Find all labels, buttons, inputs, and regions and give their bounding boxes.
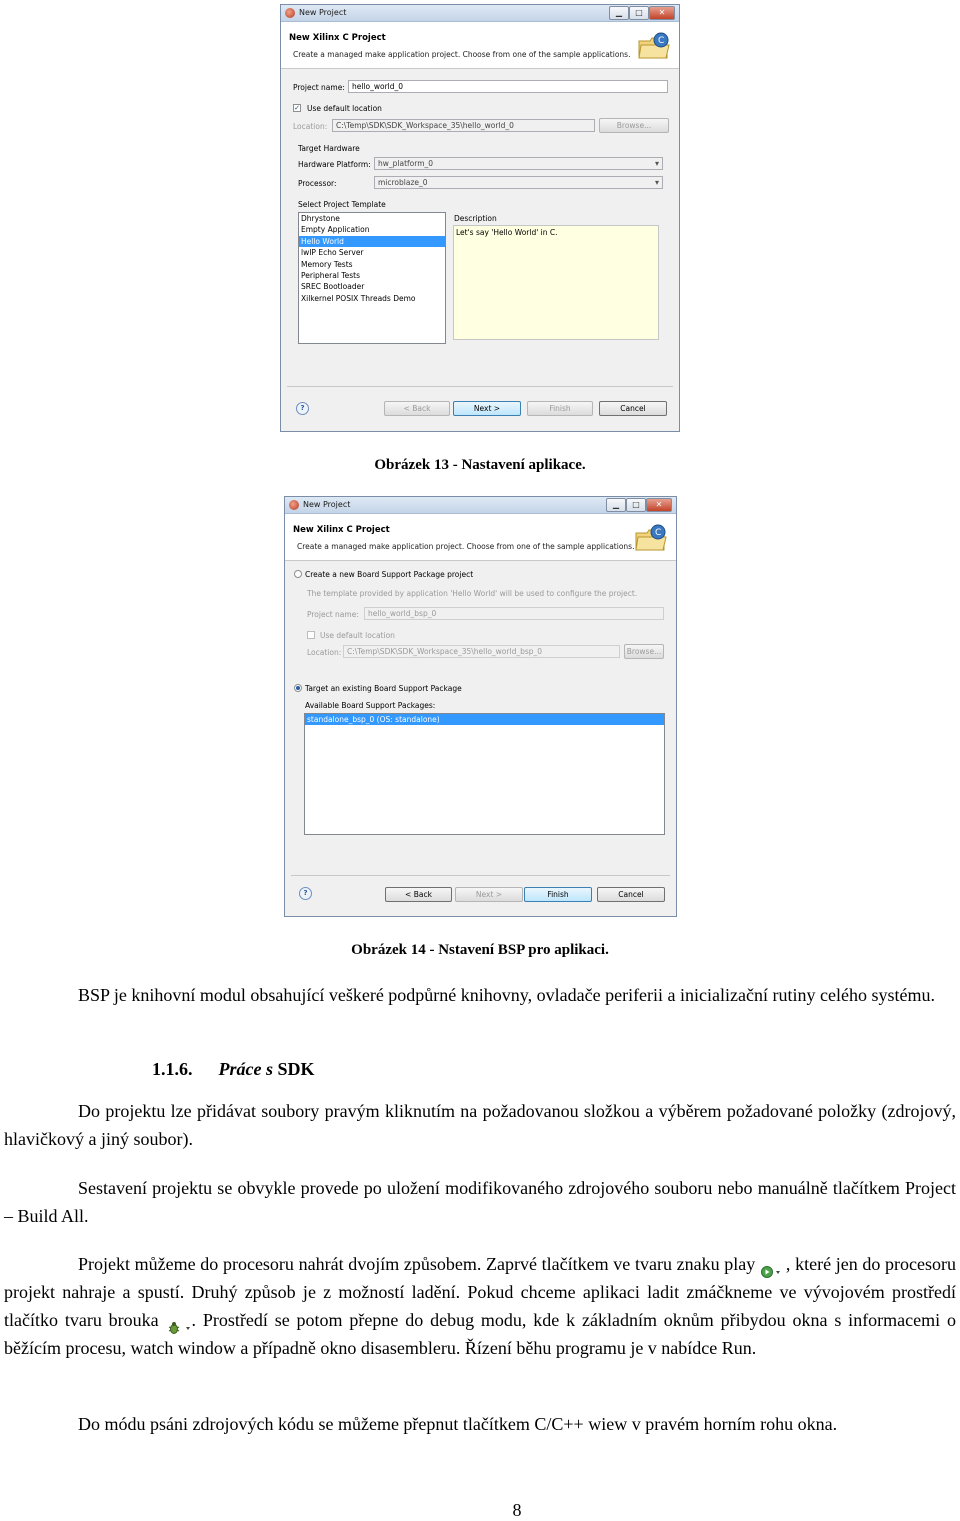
svg-text:C: C xyxy=(655,528,662,538)
close-button[interactable]: ✕ xyxy=(646,498,672,512)
paragraph-add-files-text: Do projektu lze přidávat soubory pravým kliknutím na požadovanou složkou a výběrem požadované položky (zdrojový, hlavičkový a jiný soubor). xyxy=(4,1101,956,1149)
paragraph-cpp-view xyxy=(4,1410,956,1438)
cancel-button[interactable]: Cancel xyxy=(599,401,667,416)
template-list-item[interactable]: Memory Tests xyxy=(301,259,353,269)
next-button[interactable]: Next > xyxy=(453,401,521,416)
wizard-banner xyxy=(281,22,679,69)
separator xyxy=(291,875,670,876)
use-default-location-label: Use default location xyxy=(320,631,395,640)
template-list-item[interactable]: Xilkernel POSIX Threads Demo xyxy=(301,293,416,303)
next-button[interactable]: Next > xyxy=(455,887,523,902)
template-list-item[interactable]: SREC Bootloader xyxy=(301,282,365,292)
paragraph-run-text-3: . Prostředí se potom přepne do debug modu, kde k základním oknům přibydou okna s informacemi o běžícím procesu, watch window a případně okno disasembleru. Řízení běhu programu je v nabídce Run. xyxy=(4,1310,956,1358)
svg-text:C: C xyxy=(658,36,665,46)
paragraph-run-text-1: Projekt můžeme do procesoru nahrát dvojím způsobem. Zaprvé tlačítkem ve tvaru znaku play xyxy=(78,1254,760,1274)
select-template-label: Select Project Template xyxy=(298,200,386,209)
hardware-platform-label: Hardware Platform: xyxy=(298,160,371,169)
wizard-banner xyxy=(285,514,676,561)
create-bsp-label: Create a new Board Support Package project xyxy=(305,570,474,579)
banner-title: New Xilinx C Project xyxy=(293,525,390,535)
new-project-dialog-1 xyxy=(280,4,680,432)
debug-bug-icon[interactable] xyxy=(166,1315,192,1329)
project-folder-icon xyxy=(634,523,668,553)
bsp-list-item[interactable]: standalone_bsp_0 (OS: standalone) xyxy=(305,714,664,725)
hardware-platform-select[interactable]: hw_platform_0 ▾ xyxy=(374,157,663,170)
back-button[interactable]: < Back xyxy=(384,401,450,416)
banner-description: Create a managed make application project. Choose from one of the sample applications. xyxy=(297,542,635,551)
paragraph-build xyxy=(4,1174,956,1230)
banner-title: New Xilinx C Project xyxy=(289,33,386,43)
banner-description: Create a managed make application project. Choose from one of the sample applications. xyxy=(293,50,631,59)
close-button[interactable]: ✕ xyxy=(649,6,675,20)
location-label: Location: xyxy=(307,648,342,657)
window-title: New Project xyxy=(303,500,351,509)
project-name-input[interactable]: hello_world_0 xyxy=(348,80,668,93)
bsp-list[interactable] xyxy=(304,713,665,835)
paragraph-run-text-2: , které jen do procesoru projekt nahraje a spustí. Druhý způsob je z možností ladění. Pokud chceme aplikaci ladit zmáčkneme ve vývojovém prostředí tlačítko tvaru brouka xyxy=(4,1254,957,1330)
finish-button[interactable]: Finish xyxy=(527,401,593,416)
app-icon xyxy=(289,500,299,510)
paragraph-bsp xyxy=(4,981,956,1009)
template-list-item[interactable]: Dhrystone xyxy=(301,214,340,223)
template-list-item[interactable]: Hello World xyxy=(299,236,445,247)
description-box xyxy=(453,225,659,340)
browse-button[interactable]: Browse... xyxy=(599,118,669,133)
minimize-button[interactable]: ▁ xyxy=(609,6,629,20)
section-title-italic: Práce s xyxy=(218,1059,273,1079)
section-title-rest: SDK xyxy=(272,1059,315,1079)
browse-button[interactable]: Browse... xyxy=(624,644,664,659)
location-label: Location: xyxy=(293,122,328,131)
project-name-label: Project name: xyxy=(307,610,359,619)
target-existing-bsp-radio[interactable] xyxy=(294,684,302,692)
template-list-item[interactable]: lwIP Echo Server xyxy=(301,248,364,258)
target-hardware-label: Target Hardware xyxy=(298,144,360,153)
new-project-dialog-2 xyxy=(284,496,677,917)
back-button[interactable]: < Back xyxy=(385,887,452,902)
paragraph-bsp-text: BSP je knihovní modul obsahující veškeré podpůrné knihovny, ovladače periferii a inicializační rutiny celého systému. xyxy=(78,985,935,1005)
help-icon[interactable]: ? xyxy=(296,402,309,415)
run-play-icon[interactable] xyxy=(760,1259,786,1273)
figure-caption-14: Obrázek 14 - Nstavení BSP pro aplikaci. xyxy=(351,942,609,958)
paragraph-run-debug xyxy=(4,1250,956,1362)
separator xyxy=(287,386,673,387)
create-bsp-radio[interactable] xyxy=(294,570,302,578)
title-bar[interactable] xyxy=(281,5,679,22)
title-bar[interactable] xyxy=(285,497,676,514)
project-name-input[interactable]: hello_world_bsp_0 xyxy=(364,607,664,620)
figure-caption-13: Obrázek 13 - Nastavení aplikace. xyxy=(374,457,586,473)
template-list[interactable] xyxy=(298,212,446,344)
location-input[interactable]: C:\Temp\SDK\SDK_Workspace_35\hello_world_bsp_0 xyxy=(343,645,620,658)
template-list-item[interactable]: Peripheral Tests xyxy=(301,270,360,280)
use-default-location-checkbox[interactable]: ✓ xyxy=(294,104,300,112)
location-input[interactable]: C:\Temp\SDK\SDK_Workspace_35\hello_world_0 xyxy=(332,119,595,132)
section-number: 1.1.6. xyxy=(152,1059,193,1079)
create-bsp-note: The template provided by application 'Hello World' will be used to configure the project. xyxy=(307,589,638,598)
paragraph-cpp-view-text: Do módu psáni zdrojových kódu se můžeme přepnut tlačítkem C/C++ wiew v pravém horním rohu okna. xyxy=(78,1414,838,1434)
template-list-item[interactable]: Empty Application xyxy=(301,225,370,235)
project-name-label: Project name: xyxy=(293,83,345,92)
help-icon[interactable]: ? xyxy=(299,887,312,900)
cancel-button[interactable]: Cancel xyxy=(597,887,665,902)
use-default-location-label: Use default location xyxy=(307,104,382,113)
window-title: New Project xyxy=(299,8,347,17)
processor-select[interactable]: microblaze_0 ▾ xyxy=(374,176,663,189)
page-number: 8 xyxy=(512,1500,522,1520)
description-label: Description xyxy=(454,214,497,223)
paragraph-add-files xyxy=(4,1097,956,1153)
processor-label: Processor: xyxy=(298,179,337,188)
maximize-button[interactable]: □ xyxy=(629,6,649,20)
app-icon xyxy=(285,8,295,18)
project-folder-icon xyxy=(637,31,671,61)
paragraph-build-text: Sestavení projektu se obvykle provede po uložení modifikovaného zdrojového souboru nebo manuálně tlačítkem Project – Build All. xyxy=(4,1178,956,1226)
description-text: Let's say 'Hello World' in C. xyxy=(456,228,558,237)
target-existing-bsp-label: Target an existing Board Support Package xyxy=(305,684,462,693)
minimize-button[interactable]: ▁ xyxy=(606,498,626,512)
use-default-location-checkbox[interactable] xyxy=(307,631,315,639)
finish-button[interactable]: Finish xyxy=(524,887,592,902)
section-heading xyxy=(152,1059,315,1080)
available-bsp-label: Available Board Support Packages: xyxy=(305,701,436,710)
maximize-button[interactable]: □ xyxy=(626,498,646,512)
